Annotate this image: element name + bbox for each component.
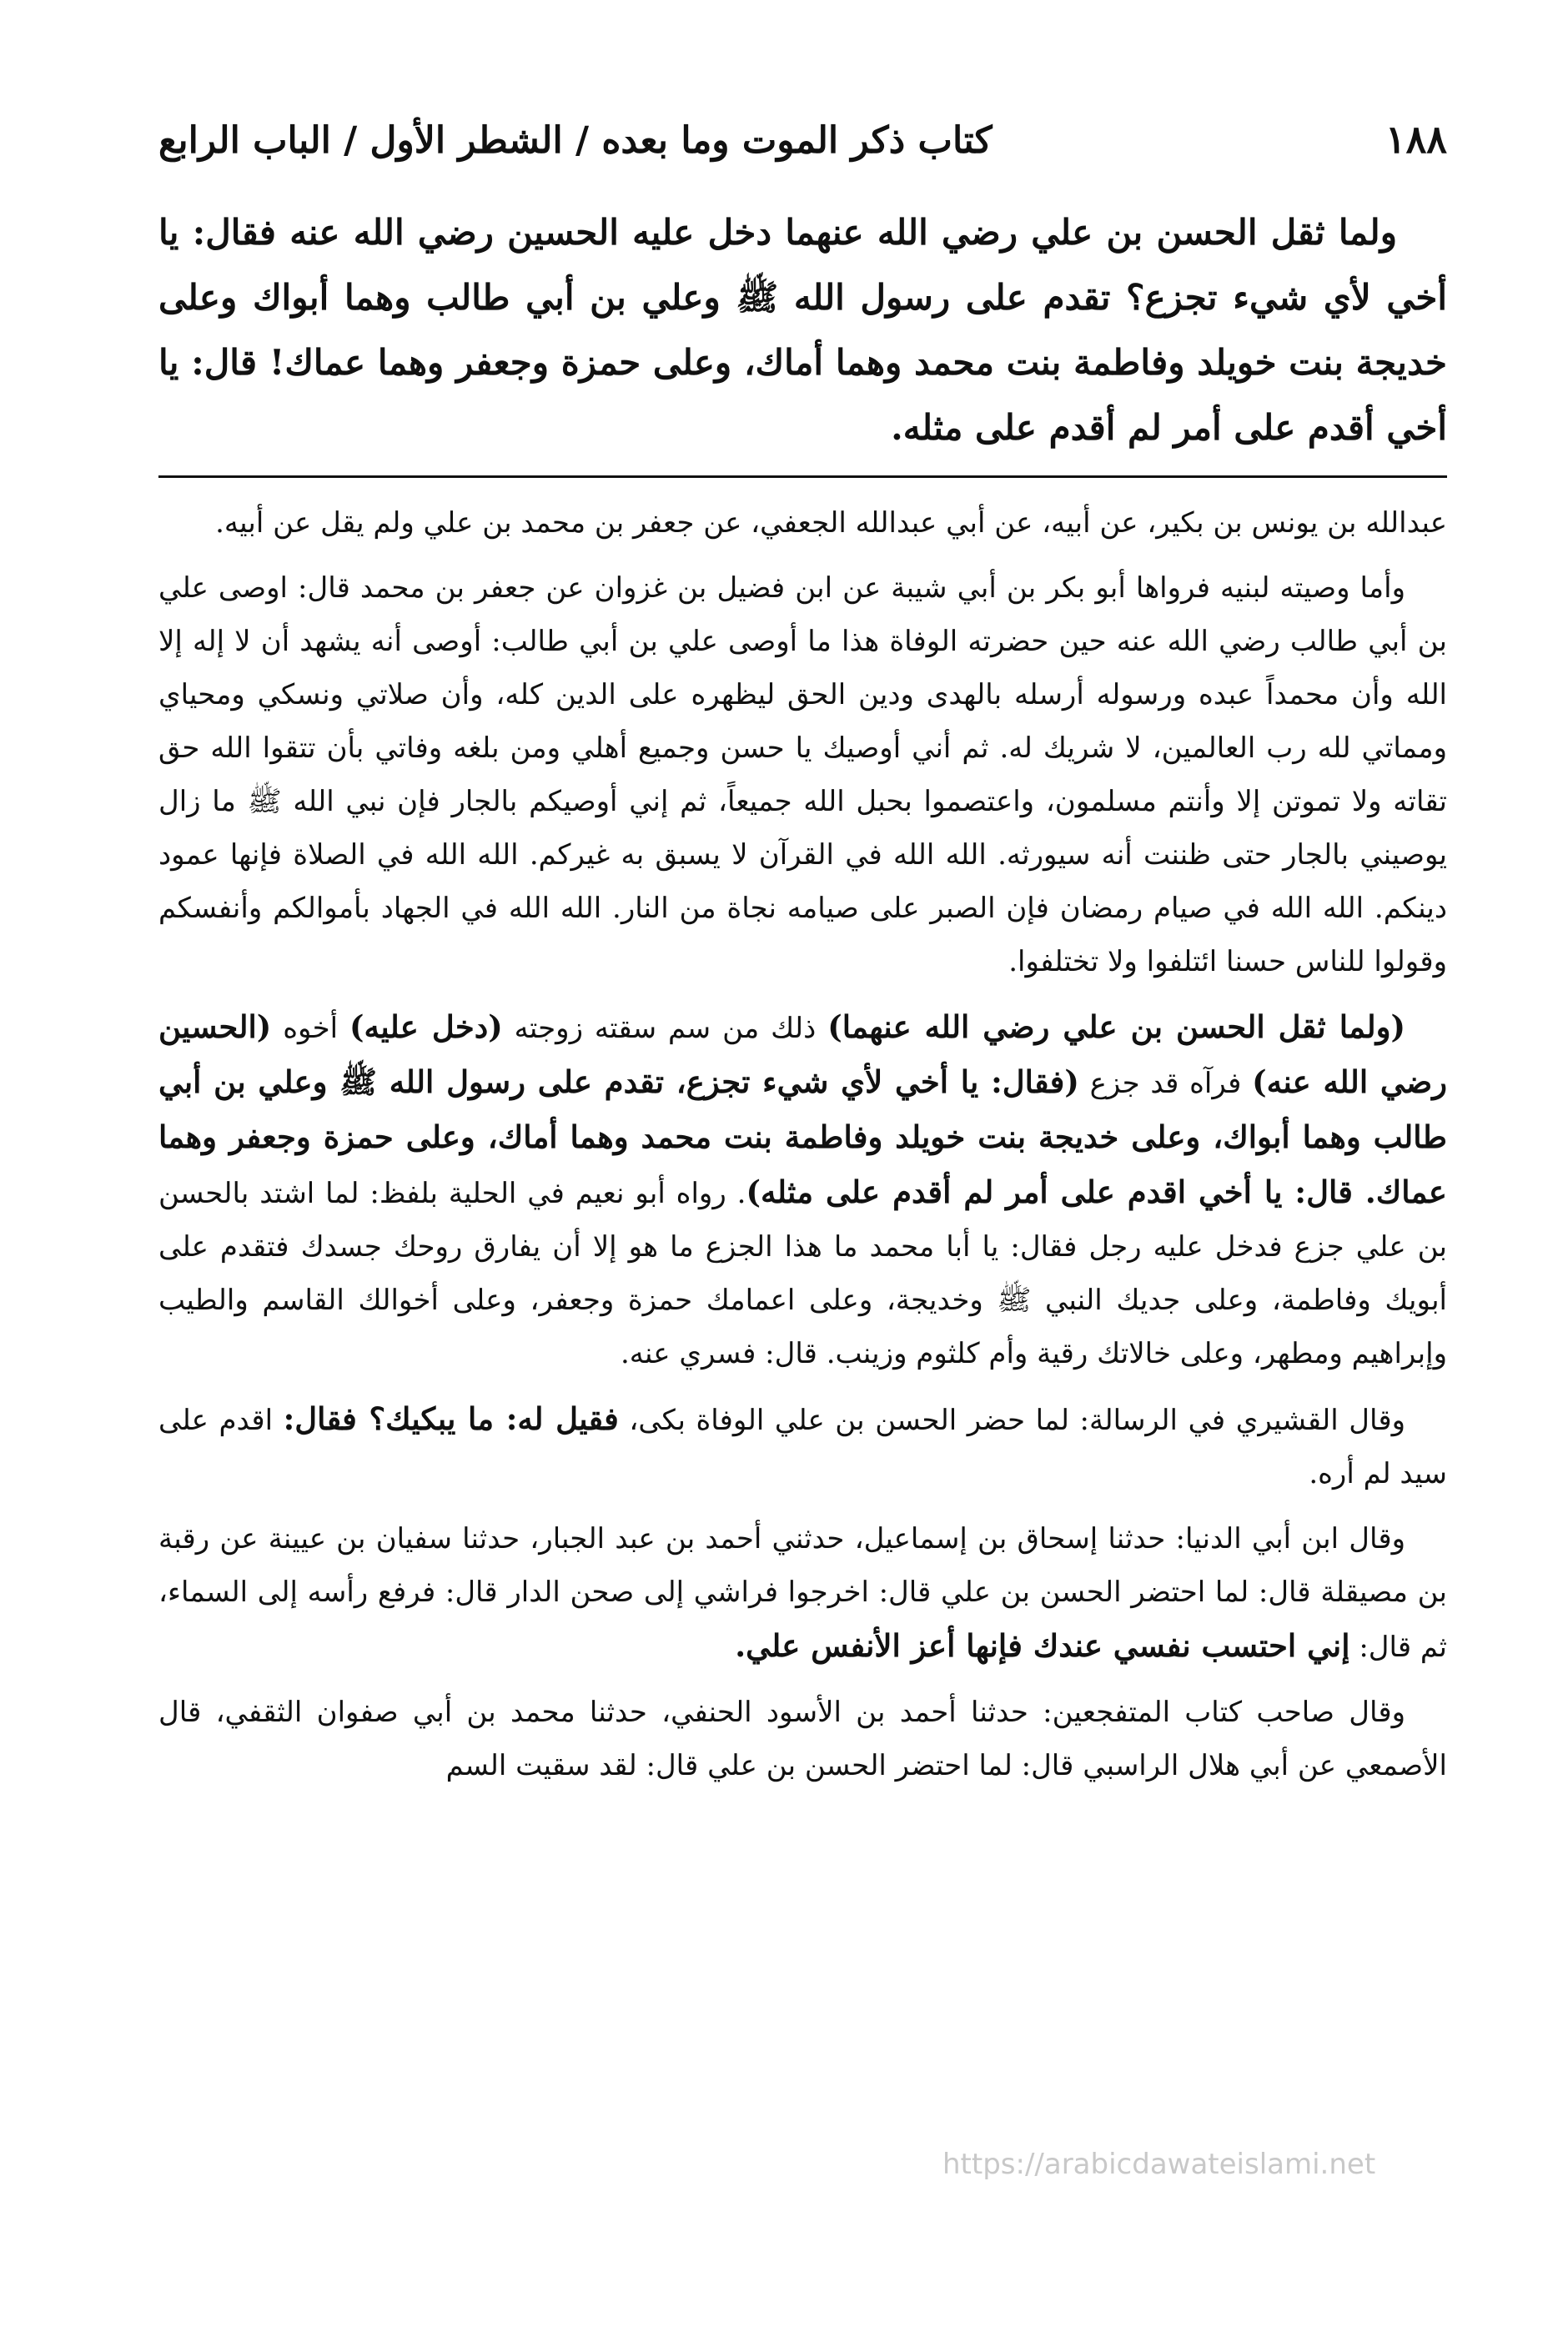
page-number: ١٨٨ — [1385, 117, 1447, 162]
main-text: ولما ثقل الحسن بن علي رضي الله عنهما دخل عليه الحسين رضي الله عنه فقال: يا أخي لأي شيء تجزع؟ تقدم على رسول الله ﷺ وعلي بن أبي طالب وهما أبواك وعلى خديجة بنت خويلد وفاطمة بنت محمد وهما أماك، وعلى حمزة وجعفر وهما عماك! قال: يا أخي أقدم على أمر لم أقدم على مثله. — [158, 212, 1447, 448]
explanation-text-5: فرآه قد جزع — [1089, 1067, 1242, 1100]
explanation-text-1: ذلك من سم سقته زوجته — [514, 1012, 817, 1045]
explanation-bold-6: (فقال: يا أخي لأي شيء تجزع، تقدم على رسول الله ﷺ وعلي بن أبي طالب وهما أبواك، وعلى خديجة بنت خويلد وفاطمة بنت محمد وهما أماك، وعلى حمزة وجعفر وهما عماك. قال: يا أخي اقدم على أمر لم أقدم على مثله) — [158, 1063, 1447, 1210]
running-head — [158, 117, 1447, 192]
watermark-url: https://arabicdawateislami.net — [942, 2148, 1376, 2181]
explanation-text-7: . رواه أبو نعيم في الحلية بلفظ: لما اشتد بالحسن بن علي جزع فدخل عليه رجل فقال: يا أبا محمد ما هذا الجزع ما هو إلا أن يفارق روحك جسدك فتقدم على أبويك وفاطمة، وعلى جديك النبي ﷺ وخديجة، وعلى اعمامك حمزة وجعفر، وعلى أخوالك القاسم والطيب وإبراهيم ومطهر، وعلى خالاتك رقية وأم كلثوم وزينب. قال: فسري عنه. — [158, 1177, 1447, 1370]
commentary-explanation — [158, 1000, 1447, 1380]
qushayri-text-2: اقدم على سيد لم أره. — [158, 1404, 1447, 1490]
running-title: كتاب ذكر الموت وما بعده / الشطر الأول / الباب الرابع — [158, 119, 993, 162]
explanation-bold-2: (دخل عليه) — [349, 1008, 503, 1045]
separator-rule — [158, 475, 1447, 478]
commentary-footnote-continuation: عبدالله بن يونس بن بكير، عن أبيه، عن أبي عبدالله الجعفي، عن جعفر بن محمد بن علي ولم يقل عن أبيه. — [215, 506, 1447, 540]
explanation-lead: (ولما ثقل الحسن بن علي رضي الله عنهما) — [827, 1008, 1406, 1045]
explanation-text-3: أخوه — [283, 1012, 339, 1045]
ibn-abi-dunya-text: وقال ابن أبي الدنيا: حدثنا إسحاق بن إسماعيل، حدثني أحمد بن عبد الجبار، حدثنا سفيان بن عيينة عن رقبة بن مصيقلة قال: لما احتضر الحسن بن علي قال: اخرجوا فراشي إلى صحن الدار قال: فرفع رأسه إلى السماء، ثم قال: — [158, 1522, 1447, 1664]
qushayri-bold: فقيل له: ما يبكيك؟ فقال: — [283, 1400, 619, 1437]
commentary-mutafajjiin: وقال صاحب كتاب المتفجعين: حدثنا أحمد بن الأسود الحنفي، حدثنا محمد بن أبي صفوان الثقفي، قال الأصمعي عن أبي هلال الراسبي قال: لما احتضر الحسن بن علي قال: لقد سقيت السم — [158, 1696, 1447, 1782]
commentary-qushayri — [158, 1392, 1447, 1500]
commentary-ibn-abi-dunya — [158, 1512, 1447, 1674]
ibn-abi-dunya-bold: إني احتسب نفسي عندك فإنها أعز الأنفس علي. — [735, 1627, 1350, 1664]
qushayri-text-1: وقال القشيري في الرسالة: لما حضر الحسن بن علي الوفاة بكى، — [629, 1404, 1406, 1437]
explanation-bold-4: (الحسين رضي الله عنه) — [158, 1008, 1447, 1100]
book-page — [158, 117, 1447, 2252]
commentary-will: وأما وصيته لبنيه فرواها أبو بكر بن أبي شيبة عن ابن فضيل بن غزوان عن جعفر بن محمد قال: اوصى علي بن أبي طالب رضي الله عنه حين حضرته الوفاة هذا ما أوصى علي بن أبي طالب: أوصى أنه يشهد أن لا إله إلا الله وأن محمداً عبده ورسوله أرسله بالهدى ودين الحق ليظهره على الدين كله، وأن صلاتي ونسكي ومحياي ومماتي لله رب العالمين، لا شريك له. ثم أني أوصيك يا حسن وجميع أهلي ومن بلغه وفاتي بأن تتقوا الله حق تقاته ولا تموتن إلا وأنتم مسلمون، واعتصموا بحبل الله جميعاً، ثم إني أوصيكم بالجار فإن نبي الله ﷺ ما زال يوصيني بالجار حتى ظننت أنه سيورثه. الله الله في القرآن لا يسبق به غيركم. الله الله في الصلاة فإنها عمود دينكم. الله الله في صيام رمضان فإن الصبر على صيامه نجاة من النار. الله الله في الجهاد بأموالكم وأنفسكم وقولوا للناس حسنا ائتلفوا ولا تختلفوا. — [158, 571, 1447, 978]
